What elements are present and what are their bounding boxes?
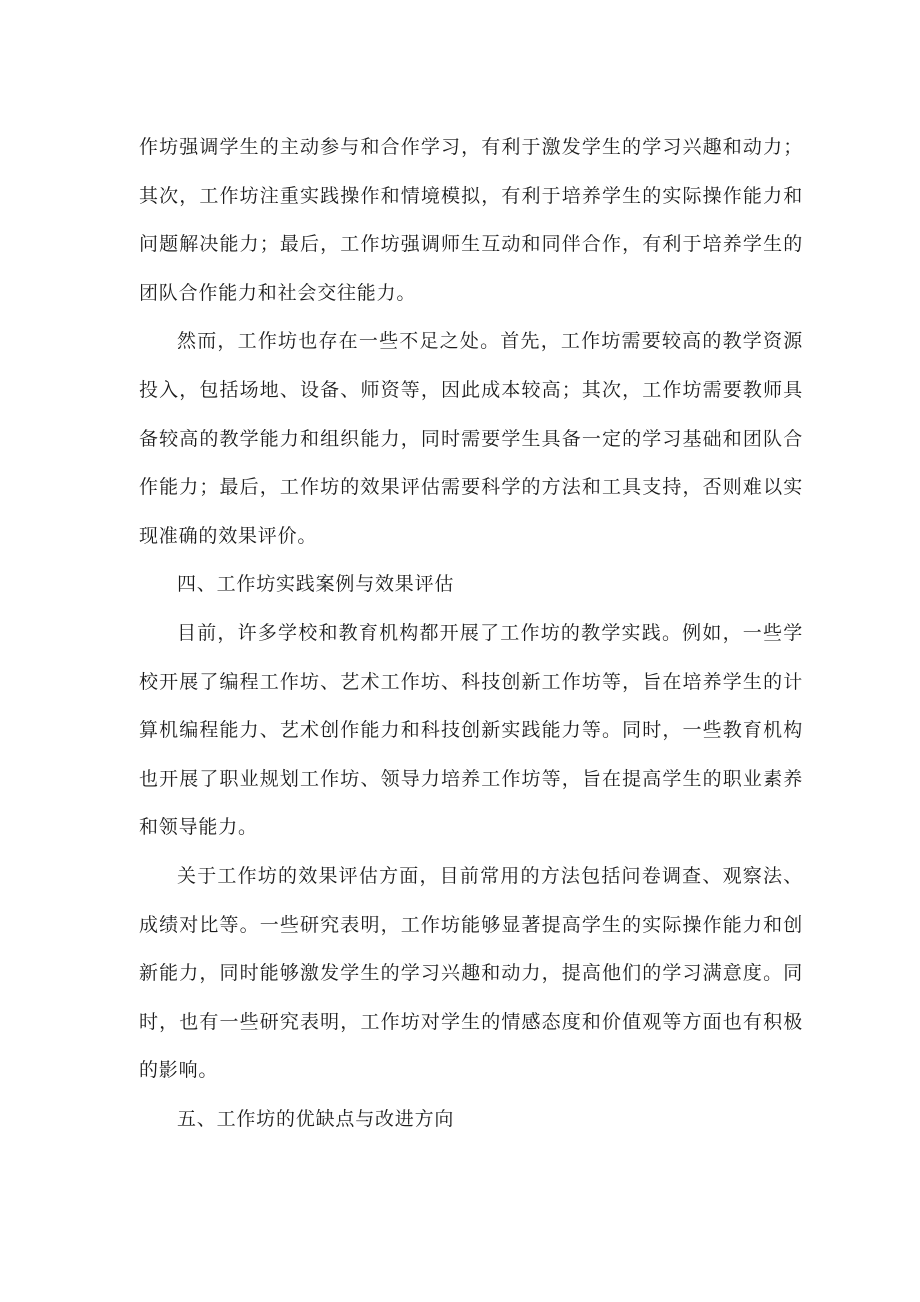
section-heading-pros-cons: 五、工作坊的优缺点与改进方向: [177, 1107, 455, 1130]
paragraph-shortcomings: 然而，工作坊也存在一些不足之处。首先，工作坊需要较高的教学资源投入，包括场地、设备、师资等，因此成本较高；其次，工作坊需要教师具备较高的教学能力和组织能力，同时需要学生具备一定的学习基础和团队合作能力；最后，工作坊的效果评估需要科学的方法和工具支持，否则难以实现准确的效果评价。: [139, 330, 803, 547]
paragraph-continuation: 作坊强调学生的主动参与和合作学习，有利于激发学生的学习兴趣和动力；其次，工作坊注重实践操作和情境模拟，有利于培养学生的实际操作能力和问题解决能力；最后，工作坊强调师生互动和同伴合作，有利于培养学生的团队合作能力和社会交往能力。: [139, 136, 803, 304]
paragraph-effect-evaluation: 关于工作坊的效果评估方面，目前常用的方法包括问卷调查、观察法、成绩对比等。一些研究表明，工作坊能够显著提高学生的实际操作能力和创新能力，同时能够激发学生的学习兴趣和动力，提高他们的学习满意度。同时，也有一些研究表明，工作坊对学生的情感态度和价值观等方面也有积极的影响。: [139, 864, 803, 1082]
section-heading-practice-cases: 四、工作坊实践案例与效果评估: [177, 573, 455, 596]
document-body: [139, 123, 803, 1143]
paragraph-practice-examples: 目前，许多学校和教育机构都开展了工作坊的教学实践。例如，一些学校开展了编程工作坊、艺术工作坊、科技创新工作坊等，旨在培养学生的计算机编程能力、艺术创作能力和科技创新实践能力等。同时，一些教育机构也开展了职业规划工作坊、领导力培养工作坊等，旨在提高学生的职业素养和领导能力。: [139, 621, 803, 839]
